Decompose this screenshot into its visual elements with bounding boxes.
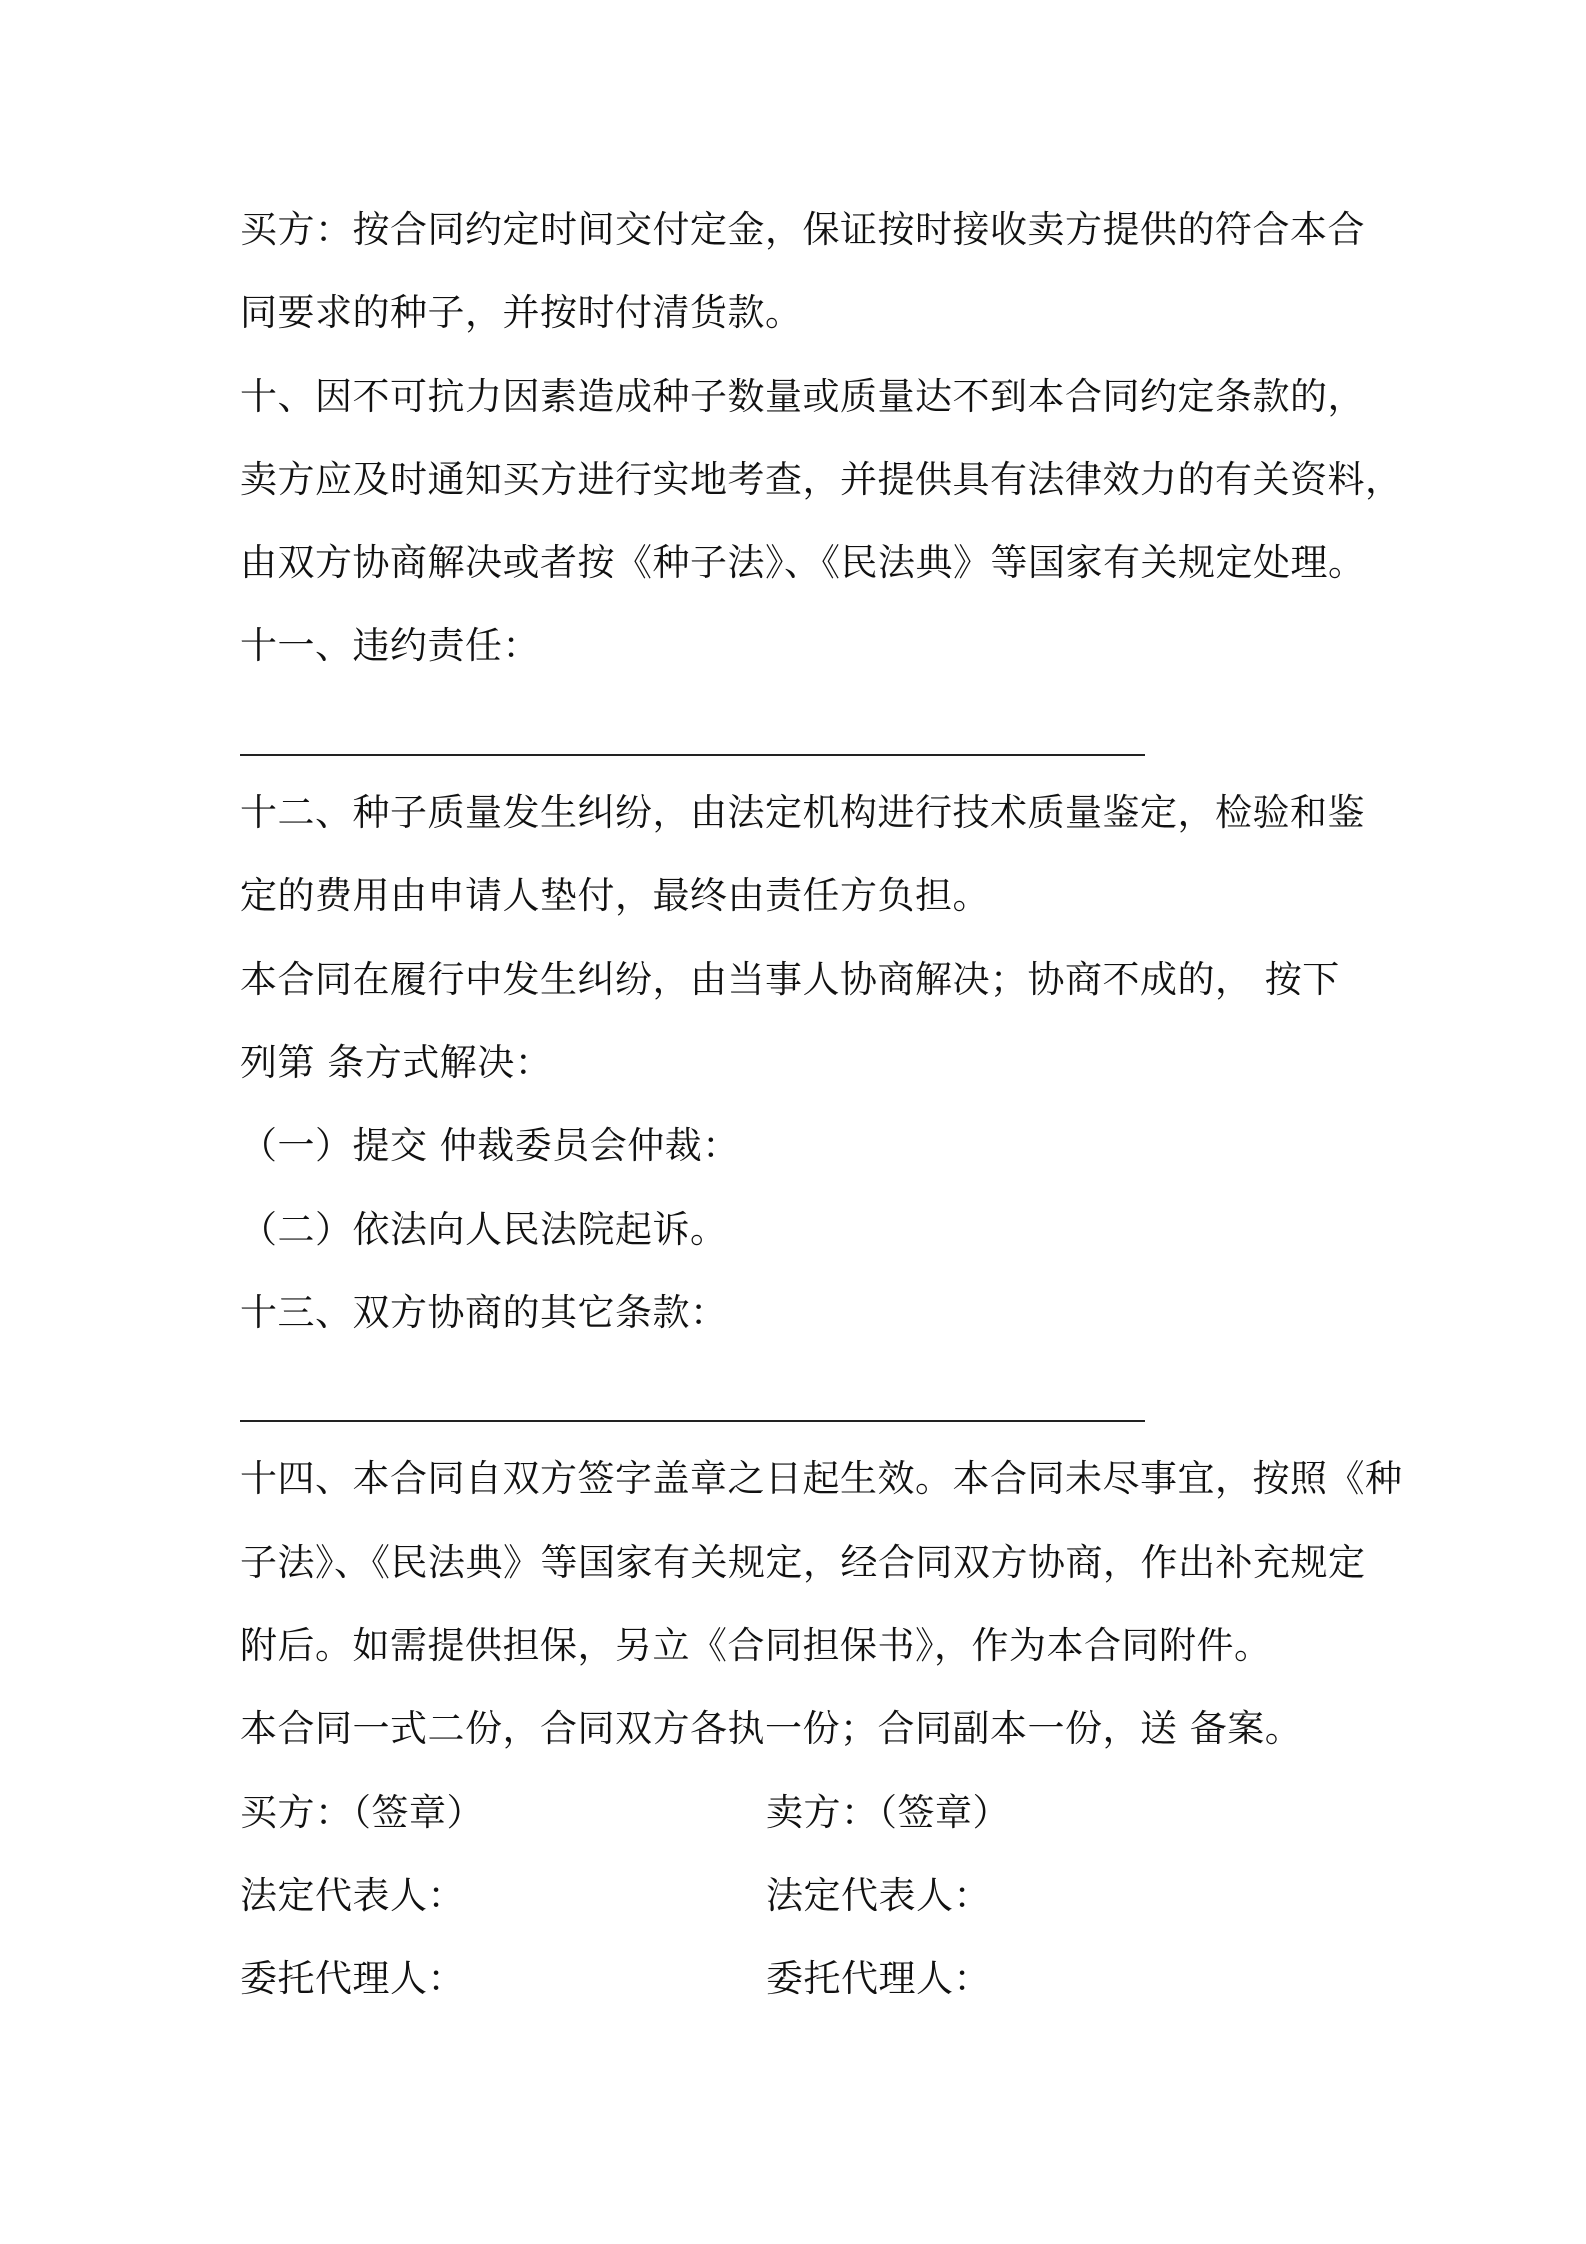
buyer-obligation-line-1: 买方：按合同约定时间交付定金，保证按时接收卖方提供的符合本合 [240,208,1365,251]
fill-in-rule [240,1420,1145,1422]
clause-10-line-3: 由双方协商解决或者按《种子法》、《民法典》等国家有关规定处理。 [240,541,1366,585]
seller-seal-label: 卖方：（签章） [766,1790,1010,1834]
buyer-legal-rep-label: 法定代表人： [240,1873,465,1917]
signature-row-legal-rep [240,1866,1400,1949]
seller-agent-label: 委托代理人： [766,1957,991,2001]
seller-legal-rep-label: 法定代表人： [766,1873,991,1917]
clause-11-heading: 十一、违约责任： [240,624,540,668]
buyer-obligation-line-2: 同要求的种子，并按时付清货款。 [240,291,803,335]
dispute-option-1: （一）提交 仲裁委员会仲裁： [240,1124,740,1168]
clause-14-line-3: 附后。如需提供担保，另立《合同担保书》，作为本合同附件。 [240,1624,1272,1668]
clause-13-heading: 十三、双方协商的其它条款： [240,1290,728,1334]
dispute-line-2: 列第 条方式解决： [240,1040,553,1084]
clause-11-blank-line [240,700,1400,783]
clause-14-line-2: 子法》、《民法典》等国家有关规定，经合同双方协商，作出补充规定 [240,1540,1366,1584]
clause-13-blank-line [240,1366,1400,1449]
clause-10-line-2: 卖方应及时通知买方进行实地考查，并提供具有法律效力的有关资料， [240,457,1403,501]
contract-page [240,200,1403,2033]
clause-12-line-2: 定的费用由申请人垫付，最终由责任方负担。 [240,874,990,918]
fill-in-rule [240,754,1145,756]
signature-row-agent [240,1949,1400,2032]
dispute-line-1: 本合同在履行中发生纠纷，由当事人协商解决；协商不成的， 按下 [240,957,1340,1001]
clause-12-line-1: 十二、种子质量发生纠纷，由法定机构进行技术质量鉴定，检验和鉴 [240,791,1365,835]
dispute-option-2: （二）依法向人民法院起诉。 [240,1207,728,1251]
clause-14-line-1: 十四、本合同自双方签字盖章之日起生效。本合同未尽事宜，按照《种 [240,1457,1403,1501]
copies-line: 本合同一式二份，合同双方各执一份；合同副本一份，送 备案。 [240,1707,1303,1751]
clause-10-line-1: 十、因不可抗力因素造成种子数量或质量达不到本合同约定条款的， [240,374,1365,418]
buyer-seal-label: 买方：（签章） [240,1790,484,1834]
signature-row-seal [240,1783,1400,1866]
buyer-agent-label: 委托代理人： [240,1957,465,2001]
